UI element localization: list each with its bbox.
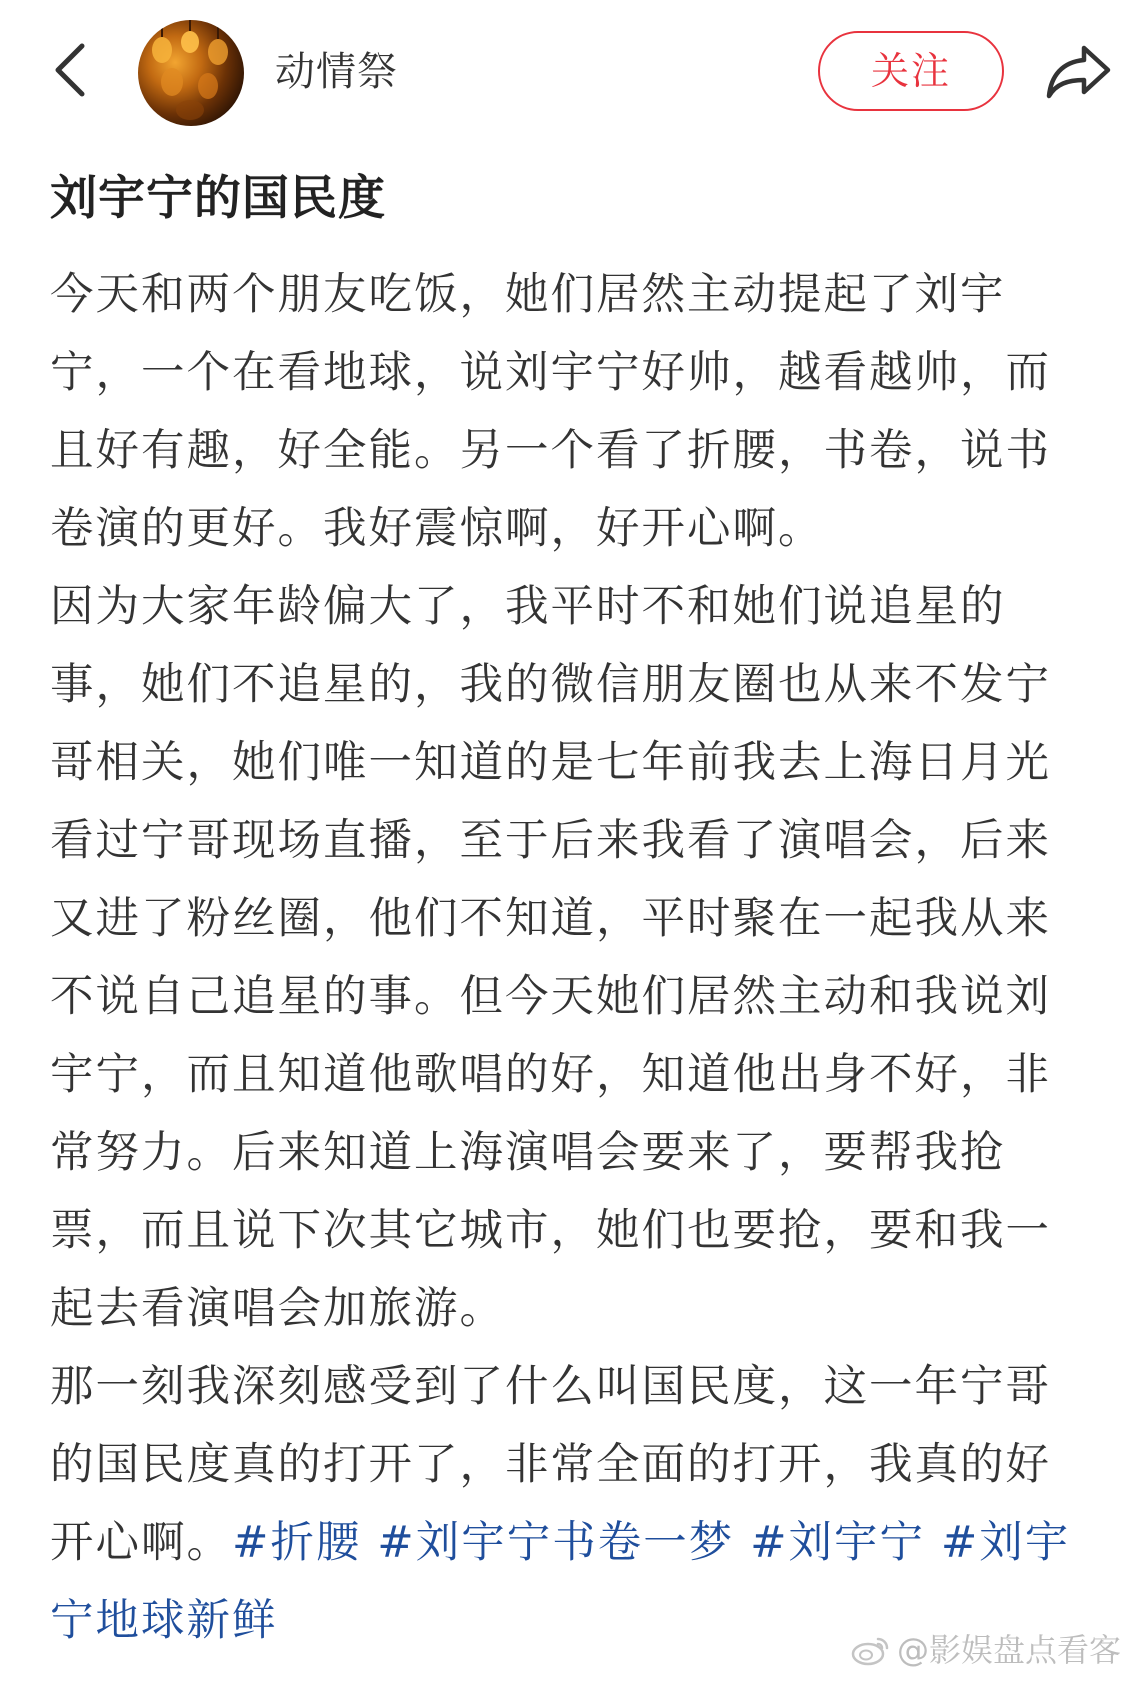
weibo-logo-icon (851, 1633, 891, 1667)
chevron-left-icon (48, 40, 98, 100)
avatar-image (138, 20, 244, 126)
back-button[interactable] (48, 40, 98, 100)
share-button[interactable] (1044, 40, 1114, 100)
post-paragraph: 今天和两个朋友吃饭，她们居然主动提起了刘宇宁，一个在看地球，说刘宇宁好帅，越看越帅，而且好有趣，好全能。另一个看了折腰，书卷，说书卷演的更好。我好震惊啊，好开心啊。 (50, 270, 1051, 554)
avatar[interactable] (138, 20, 244, 126)
hashtag-link[interactable]: #刘宇宁书卷一梦 (377, 1518, 735, 1568)
follow-button[interactable]: 关注 (818, 31, 1004, 111)
hashtag-link[interactable]: #折腰 (232, 1518, 362, 1568)
post-paragraph (50, 1348, 1094, 1660)
watermark-text: @影娱盘点看客 (896, 1631, 1121, 1669)
share-arrow-icon (1044, 40, 1114, 100)
post-body (50, 256, 1094, 1660)
watermark (851, 1630, 1121, 1670)
hashtag-link[interactable]: #刘宇宁地球新鲜 (50, 1518, 1071, 1646)
hashtag-link[interactable]: #刘宇宁 (750, 1518, 926, 1568)
username[interactable]: 动情祭 (275, 49, 398, 95)
post-paragraph-text: 那一刻我深刻感受到了什么叫国民度，这一年宁哥的国民度真的打开了，非常全面的打开，我真的好开心啊。 (50, 1362, 1051, 1568)
post-title: 刘宇宁的国民度 (50, 171, 386, 226)
top-bar (0, 0, 1143, 150)
post-paragraph: 因为大家年龄偏大了，我平时不和她们说追星的事，她们不追星的，我的微信朋友圈也从来不发宁哥相关，她们唯一知道的是七年前我去上海日月光看过宁哥现场直播，至于后来我看了演唱会，后来又进了粉丝圈，他们不知道，平时聚在一起我从来不说自己追星的事。但今天她们居然主动和我说刘宇宁，而且知道他歌唱的好，知道他出身不好，非常努力。后来知道上海演唱会要来了，要帮我抢票，而且说下次其它城市，她们也要抢，要和我一起去看演唱会加旅游。 (50, 582, 1051, 1334)
